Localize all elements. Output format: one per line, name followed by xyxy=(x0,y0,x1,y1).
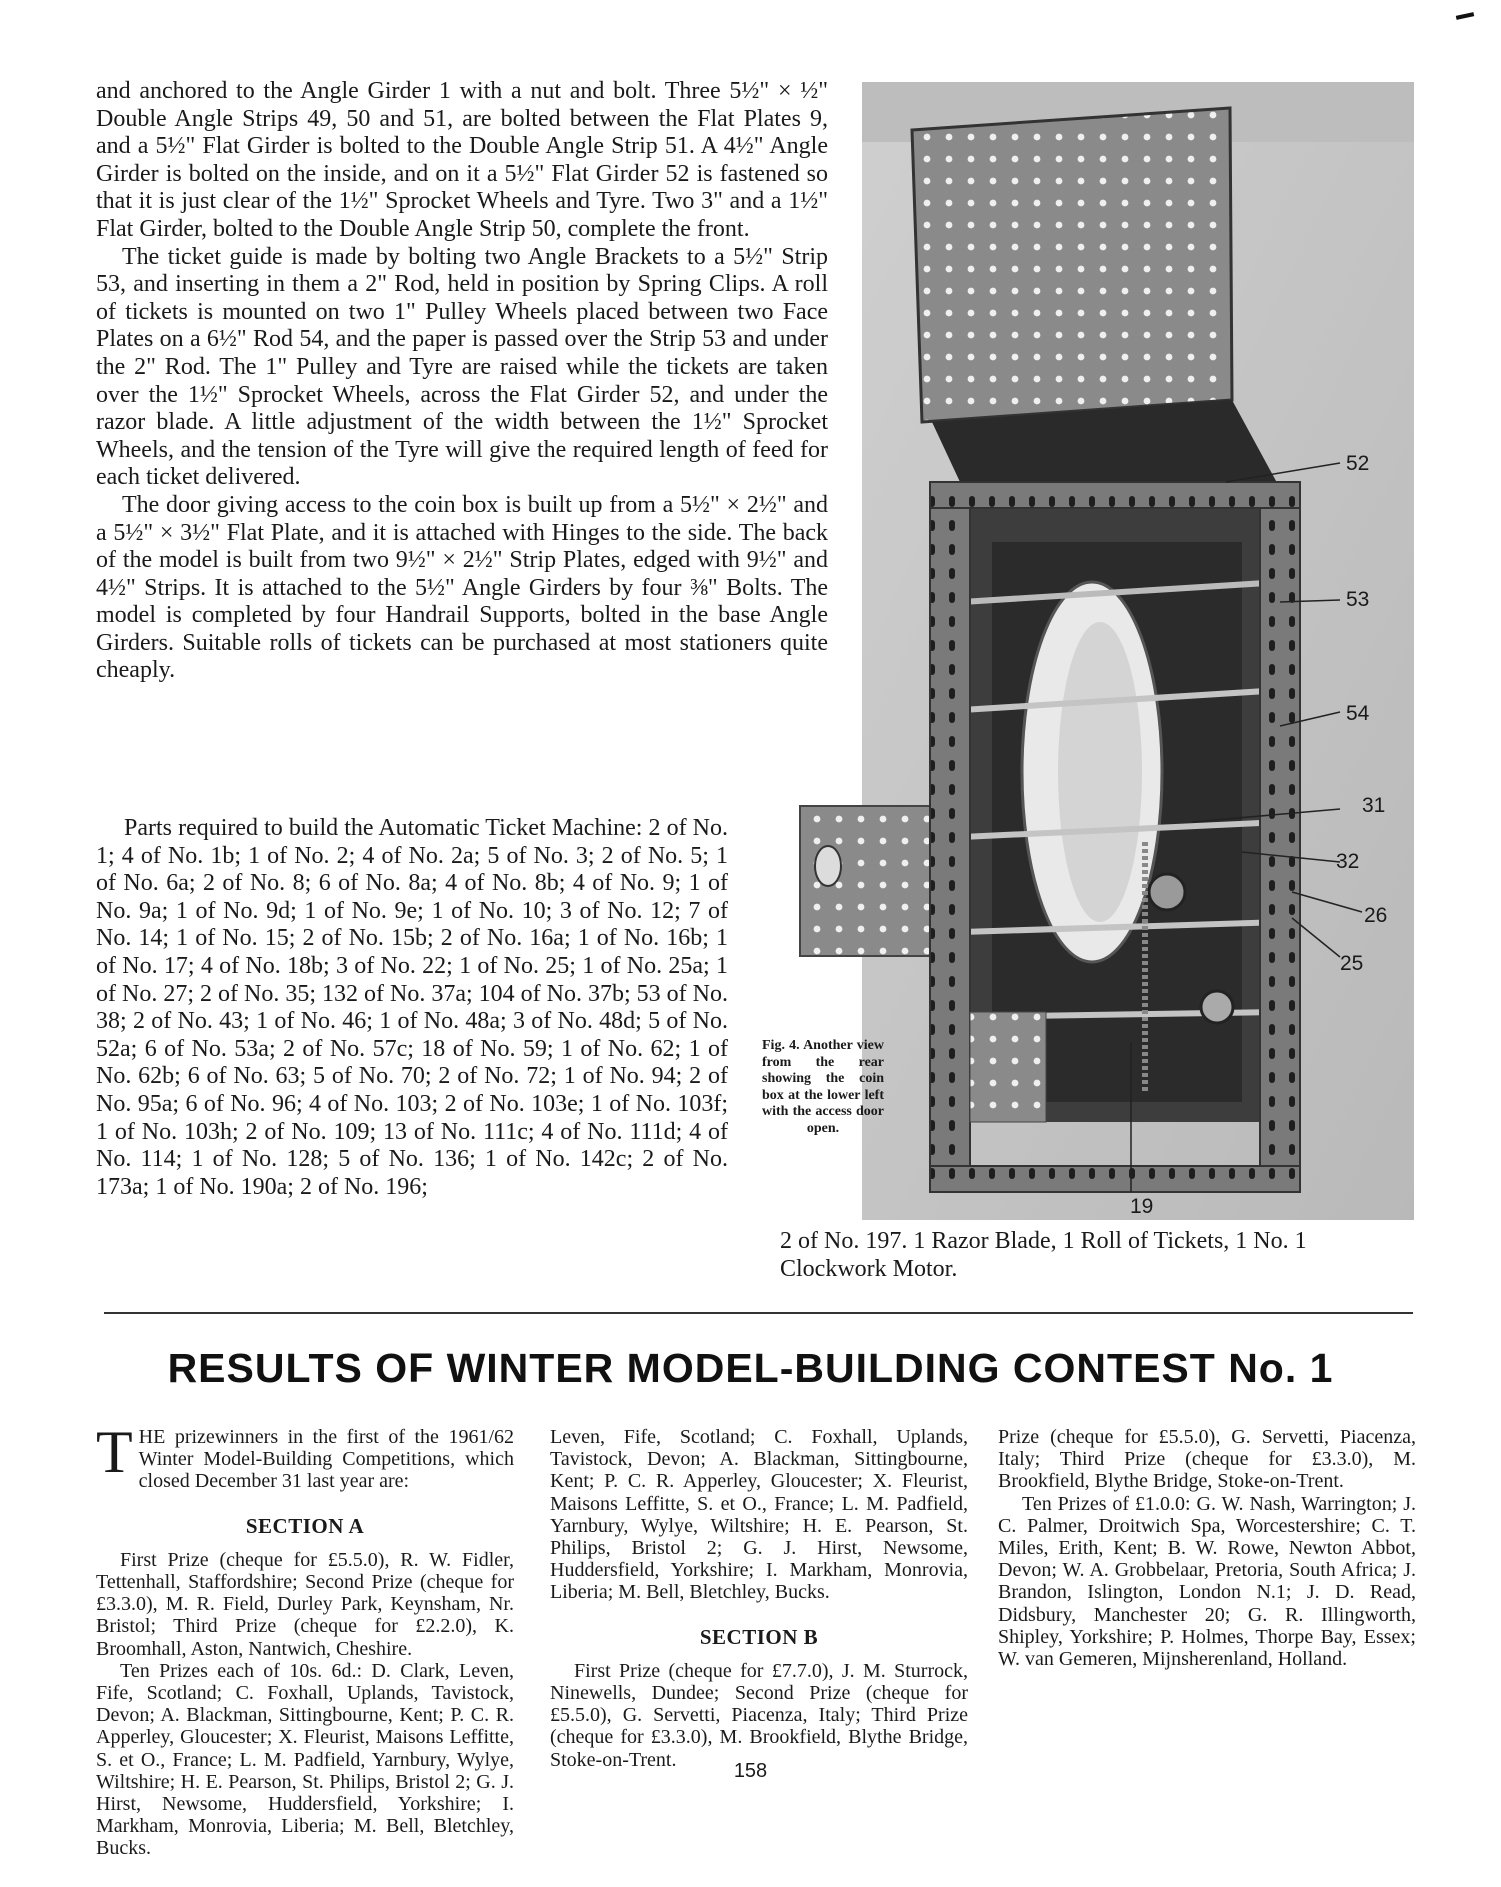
paragraph-ticket-guide: The ticket guide is made by bolting two Angle Brackets to a 5½" Strip 53, and inserting in them a 2" Rod, held in position by Spring Clips. A roll of tickets is mounted on two 1" Pulley Wheels placed between two Face Plates on a 6½" Rod 54, and the paper is passed over the Strip 53 and under the 2" Rod. The 1" Pulley and Tyre are raised while the tickets are taken over the 1½" Sprocket Wheels, across the Flat Girder 52, and under the razor blade. A little adjustment of the width between the 1½" Sprocket Wheels, and the tension of the Tyre will give the required length of feed for each ticket delivered. xyxy=(96,243,828,491)
section-a-ten-prizes-cont: Leven, Fife, Scotland; C. Foxhall, Uplands, Tavistock, Devon; A. Blackman, Sittingbourne, Kent; P. C. R. Apperley, Gloucester; X. Fleurist, Maisons Leffitte, S. et O., France; L. M. Padfield, Yarnbury, Wylye, Wiltshire; H. E. Pearson, St. Philips, Bristol 2; G. J. Hirst, Newsome, Huddersfield, Yorkshire; I. Markham, Monrovia, Liberia; M. Bell, Bletchley, Bucks. xyxy=(550,1426,968,1604)
parts-list-continued: 2 of No. 197. 1 Razor Blade, 1 Roll of Tickets, 1 No. 1 Clockwork Motor. xyxy=(780,1228,1307,1282)
results-column-3 xyxy=(998,1426,1416,1670)
callout-31: 31 xyxy=(1362,794,1386,817)
corner-mark xyxy=(1456,12,1474,20)
results-column-1 xyxy=(96,1419,514,1860)
callout-25: 25 xyxy=(1340,952,1364,975)
callout-53: 53 xyxy=(1346,588,1370,611)
paragraph-front: and anchored to the Angle Girder 1 with a nut and bolt. Three 5½" × ½" Double Angle Strips 49, 50 and 51, are bolted between the Flat Plates 9, and a 5½" Flat Girder is bolted to the Double Angle Strip 51. A 4½" Angle Girder is bolted on the inside, and on it a 5½" Flat Girder 52 is fastened so that it is just clear of the 1½" Sprocket Wheels and Tyre. Two 3" and a 1½" Flat Girder, bolted to the Double Angle Strip 50, complete the front. xyxy=(96,78,828,242)
contest-headline: RESULTS OF WINTER MODEL-BUILDING CONTEST No. 1 xyxy=(167,1345,1334,1391)
results-intro-text: HE prizewinners in the first of the 1961/62 Winter Model-Building Competitions, which closed December 31 last year are: xyxy=(138,1426,514,1493)
paragraph-door: The door giving access to the coin box is built up from a 5½" × 2½" and a 5½" × 3½" Flat Plate, and it is attached with Hinges to the side. The back of the model is built from two 9½" × 2½" Strip Plates, edged with 9½" and 4½" Strips. It is attached to the 5½" Angle Girders by four ⅜" Bolts. The model is completed by four Handrail Supports, bolted in the base Angle Girders. Suitable rolls of tickets can be purchased at most stationers quite cheaply. xyxy=(96,491,828,684)
parts-list: Parts required to build the Automatic Ticket Machine: 2 of No. 1; 4 of No. 1b; 1 of No. 2; 4 of No. 2a; 5 of No. 3; 2 of No. 5; 1 of No. 6a; 2 of No. 8; 6 of No. 8a; 4 of No. 8b; 4 of No. 9; 1 of No. 9a; 1 of No. 9d; 1 of No. 9e; 1 of No. 10; 3 of No. 12; 7 of No. 14; 1 of No. 15; 2 of No. 15b; 2 of No. 16a; 1 of No. 16b; 1 of No. 17; 4 of No. 18b; 3 of No. 22; 1 of No. 25; 1 of No. 25a; 1 of No. 27; 2 of No. 35; 132 of No. 37a; 104 of No. 37b; 53 of No. 38; 2 of No. 43; 1 of No. 46; 1 of No. 48a; 3 of No. 48d; 5 of No. 52a; 6 of No. 53a; 2 of No. 57c; 18 of No. 59; 1 of No. 62; 1 of No. 62b; 6 of No. 63; 5 of No. 70; 2 of No. 72; 1 of No. 94; 2 of No. 95a; 6 of No. 96; 4 of No. 103; 2 of No. 103e; 1 of No. 103f; 1 of No. 103h; 2 of No. 109; 13 of No. 111c; 4 of No. 111d; 4 of No. 114; 1 of No. 128; 5 of No. 136; 1 of No. 142c; 2 of No. 173a; 1 of No. 190a; 2 of No. 196; xyxy=(96,815,728,1200)
assembly-instructions xyxy=(96,78,828,685)
callout-26: 26 xyxy=(1364,904,1388,927)
callout-54: 54 xyxy=(1346,702,1370,725)
section-b-heading: SECTION B xyxy=(699,1624,819,1649)
section-a-prizes: First Prize (cheque for £5.5.0), R. W. Fidler, Tettenhall, Staffordshire; Second Prize (cheque for £3.3.0), M. R. Field, Durley Park, Keynsham, Nr. Bristol; Third Prize (cheque for £2.2.0), K. Broomhall, Aston, Nantwich, Cheshire. xyxy=(96,1548,514,1660)
page-number: 158 xyxy=(733,1760,768,1782)
figure-caption: Fig. 4. Another view from the rear showing the coin box at the lower left with the access door open. xyxy=(762,1038,884,1136)
callout-52: 52 xyxy=(1346,452,1370,475)
section-b-prizes-cont: Prize (cheque for £5.5.0), G. Servetti, Piacenza, Italy; Third Prize (cheque for £3.3.0), M. Brookfield, Blythe Bridge, Stoke-on-Trent. xyxy=(998,1426,1416,1493)
callout-19: 19 xyxy=(1130,1195,1154,1218)
section-b-ten-prizes: Ten Prizes of £1.0.0: G. W. Nash, Warrington; J. C. Palmer, Droitwich Spa, Worcestershire; C. T. Miles, Erith, Kent; B. W. Rowe, Newton Abbot, Devon; W. A. Grobbelaar, Pretoria, South Africa; J. Brandon, Islington, London N.1; J. D. Read, Didsbury, Manchester 20; G. R. Illingworth, Shipley, Yorkshire; P. Holmes, Thorpe Bay, Essex; W. van Gemeren, Mijnsherenland, Holland. xyxy=(998,1492,1416,1671)
drop-cap: T xyxy=(96,1419,133,1485)
section-a-ten-prizes: Ten Prizes each of 10s. 6d.: D. Clark, Leven, Fife, Scotland; C. Foxhall, Uplands, Tavistock, Devon; A. Blackman, Sittingbourne, Kent; P. C. R. Apperley, Gloucester; X. Fleurist, Maisons Leffitte, S. et O., France; L. M. Padfield, Yarnbury, Wylye, Wiltshire; H. E. Pearson, St. Philips, Bristol 2; G. J. Hirst, Newsome, Huddersfield, Yorkshire; I. Markham, Monrovia, Liberia; M. Bell, Bletchley, Bucks. xyxy=(96,1659,514,1860)
section-b-prizes: First Prize (cheque for £7.7.0), J. M. Sturrock, Ninewells, Dundee; Second Prize (cheque for £5.5.0), G. Servetti, Piacenza, Italy; Third Prize (cheque for £3.3.0), M. Brookfield, Blythe Bridge, Stoke-on-Trent. xyxy=(550,1659,968,1771)
callout-32: 32 xyxy=(1336,850,1360,873)
results-intro xyxy=(96,1419,514,1493)
section-divider xyxy=(104,1312,1413,1314)
section-a-heading: SECTION A xyxy=(245,1513,365,1538)
